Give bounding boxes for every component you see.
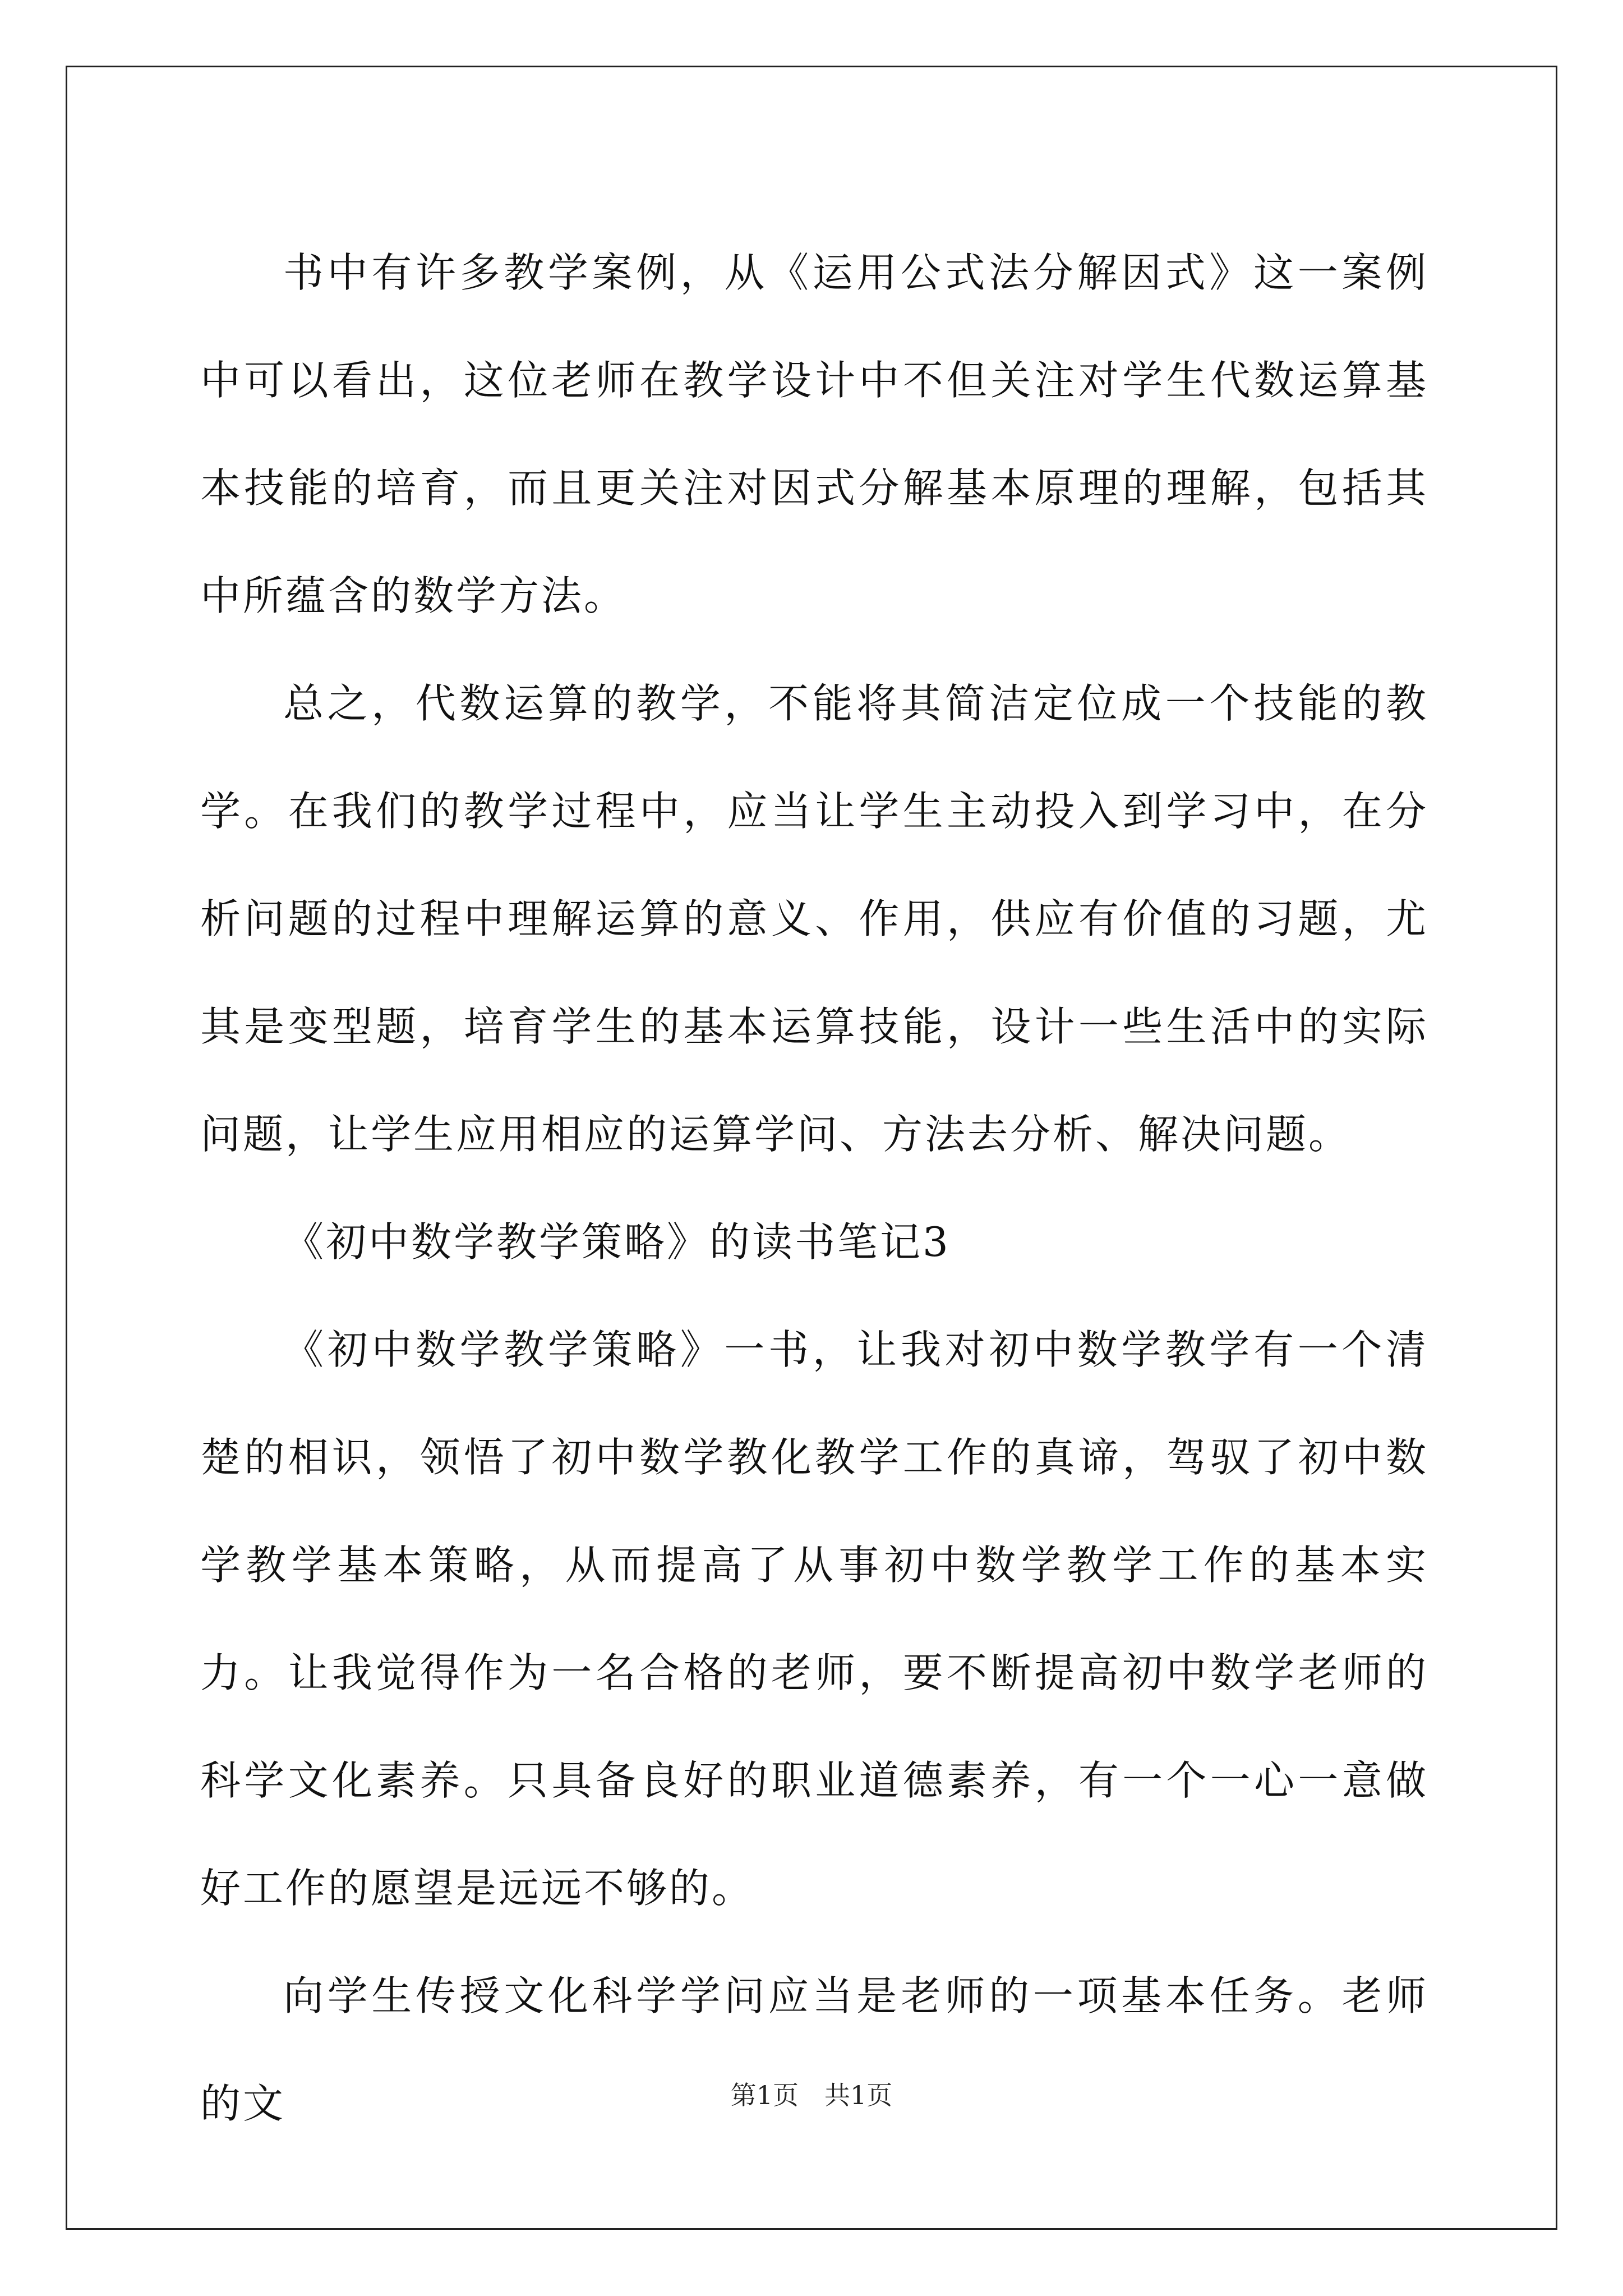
document-body (200, 219, 1428, 2157)
page-number-footer: 第1页 共1页 (730, 2080, 893, 2110)
paragraph-teaching-task: 向学生传授文化科学学问应当是老师的一项基本任务。老师的文 (200, 1972, 1428, 2127)
paragraph-summary: 总之，代数运算的教学，不能将其简洁定位成一个技能的教学。在我们的教学过程中，应当让学生主动投入到学习中，在分析问题的过程中理解运算的意义、作用，供应有价值的习题，尤其是变型题，培育学生的基本运算技能，设计一些生活中的实际问题，让学生应用相应的运算学问、方法去分析、解决问题。 (200, 680, 1428, 1158)
paragraph-book-reflection: 《初中数学教学策略》一书，让我对初中数学教学有一个清楚的相识，领悟了初中数学教化教学工作的真谛，驾驭了初中数学教学基本策略，从而提高了从事初中数学教学工作的基本实力。让我觉得作为一名合格的老师，要不断提高初中数学老师的科学文化素养。只具备良好的职业道德素养，有一个一心一意做好工作的愿望是远远不够的。 (200, 1326, 1428, 1912)
paragraph-case-study: 书中有许多教学案例，从《运用公式法分解因式》这一案例中可以看出，这位老师在教学设计中不但关注对学生代数运算基本技能的培育，而且更关注对因式分解基本原理的理解，包括其中所蕴含的数学方法。 (200, 249, 1428, 619)
section-heading: 《初中数学教学策略》的读书笔记3 (283, 1218, 951, 1266)
